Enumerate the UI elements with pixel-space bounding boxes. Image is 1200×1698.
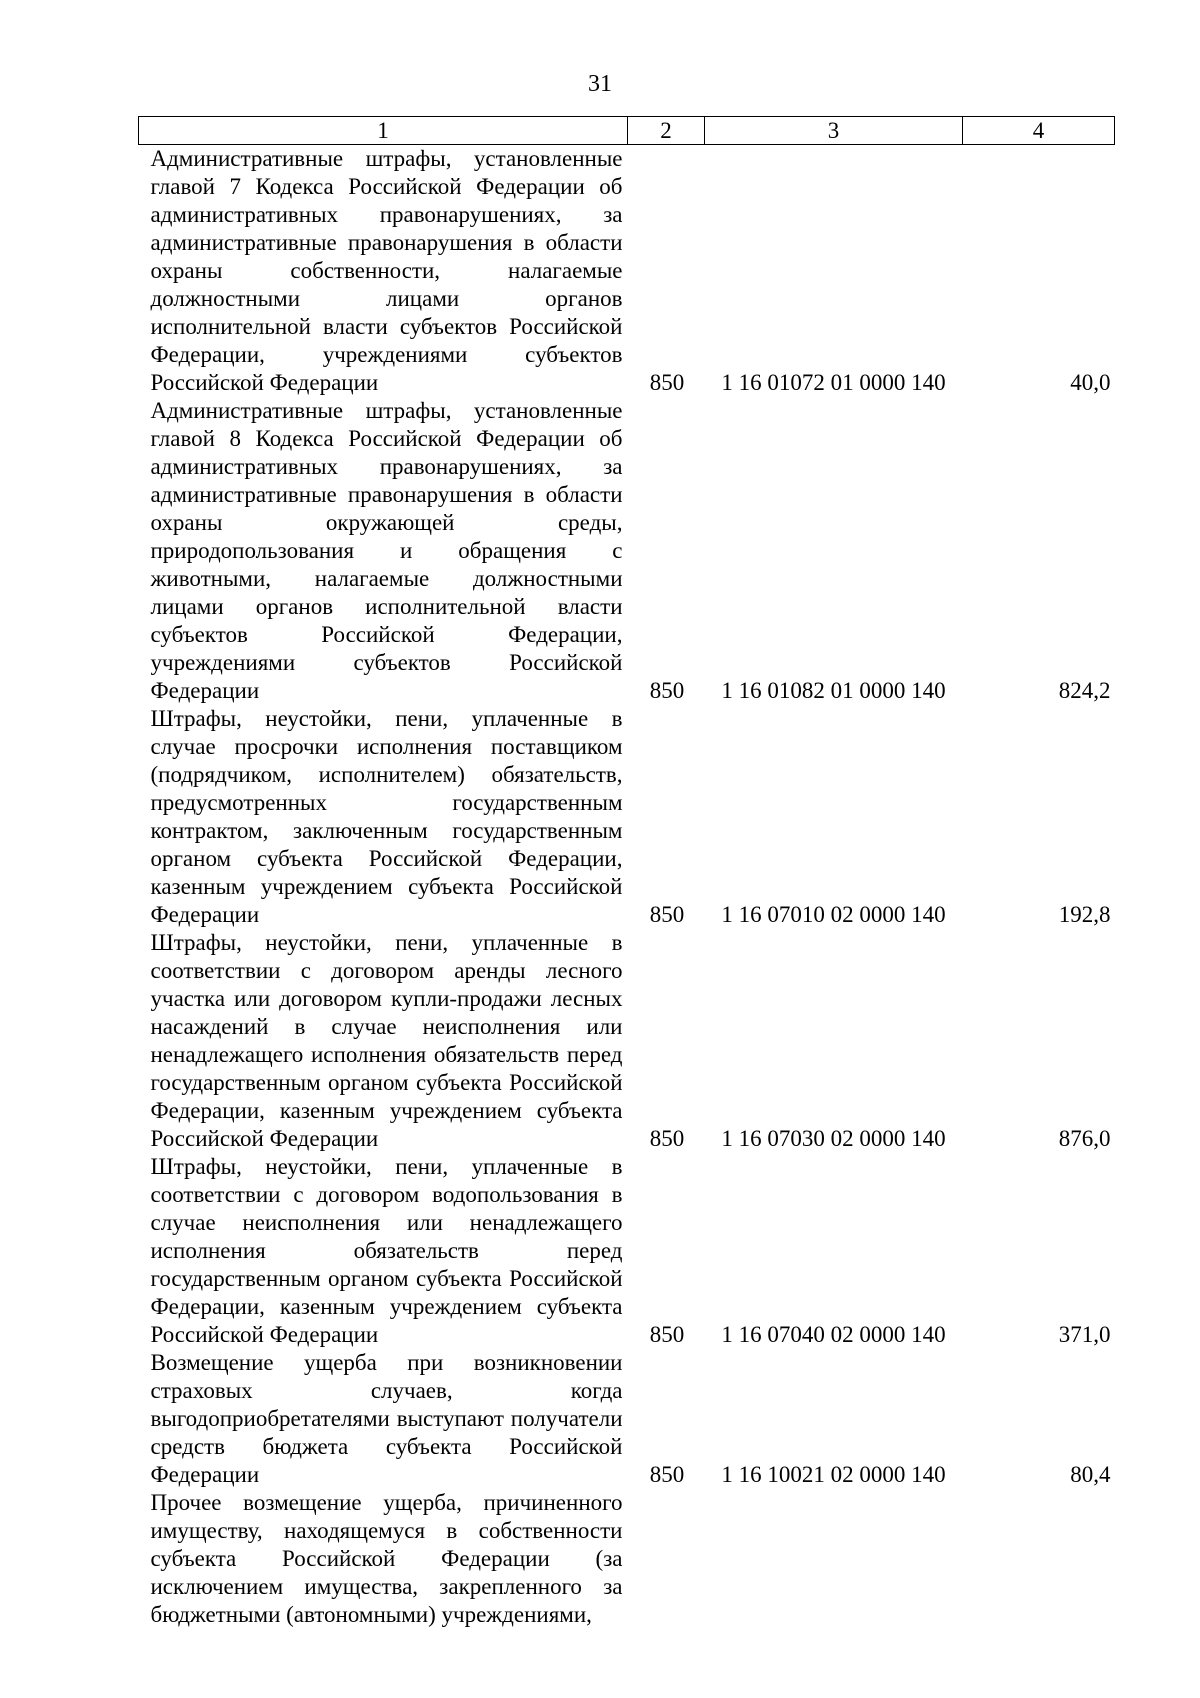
row-description: Штрафы, неустойки, пени, уплаченные в соответствии с договором аренды лесного участка или договором купли-продажи лесных насаждений в случае неисполнения или ненадлежащего исполнения обязательств перед государственным органом субъекта Российской Федерации, казенным учреждением субъекта Российской Федерации xyxy=(150,930,623,1151)
row-budget-code: 1 16 07010 02 0000 140 xyxy=(721,902,946,927)
row-budget-code: 1 16 07040 02 0000 140 xyxy=(721,1322,946,1347)
table-row xyxy=(139,1349,1115,1489)
row-amount: 876,0 xyxy=(1058,1126,1111,1151)
row-description: Административные штрафы, установленные главой 8 Кодекса Российской Федерации об административных правонарушениях, за административные правонарушения в области охраны окружающей среды, природопользования и обращения с животными, налагаемые должностными лицами органов исполнительной власти субъектов Российской Федерации, учреждениями субъектов Российской Федерации xyxy=(150,398,623,703)
row-amount: 371,0 xyxy=(1058,1322,1111,1347)
column-header-4: 4 xyxy=(963,117,1115,145)
row-amount: 192,8 xyxy=(1058,902,1111,927)
row-budget-code xyxy=(705,1489,963,1629)
column-header-2: 2 xyxy=(628,117,705,145)
table-row xyxy=(139,145,1115,398)
row-description: Штрафы, неустойки, пени, уплаченные в случае просрочки исполнения поставщиком (подрядчиком, исполнителем) обязательств, предусмотренных государственным контрактом, заключенным государственным органом субъекта Российской Федерации, казенным учреждением субъекта Российской Федерации xyxy=(150,706,623,927)
table-row xyxy=(139,1153,1115,1349)
row-admin-code: 850 xyxy=(649,1462,685,1487)
row-admin-code: 850 xyxy=(649,902,685,927)
row-amount: 40,0 xyxy=(1070,370,1111,395)
row-budget-code: 1 16 07030 02 0000 140 xyxy=(721,1126,946,1151)
row-admin-code: 850 xyxy=(649,678,685,703)
row-description: Штрафы, неустойки, пени, уплаченные в соответствии с договором водопользования в случае неисполнения или ненадлежащего исполнения обязательств перед государственным органом субъекта Российской Федерации, казенным учреждением субъекта Российской Федерации xyxy=(150,1154,623,1347)
row-description: Административные штрафы, установленные главой 7 Кодекса Российской Федерации об административных правонарушениях, за административные правонарушения в области охраны собственности, налагаемые должностными лицами органов исполнительной власти субъектов Российской Федерации, учреждениями субъектов Российской Федерации xyxy=(150,146,623,395)
row-admin-code: 850 xyxy=(649,1322,685,1347)
column-header-3: 3 xyxy=(705,117,963,145)
row-budget-code: 1 16 10021 02 0000 140 xyxy=(721,1462,946,1487)
column-header-1: 1 xyxy=(139,117,628,145)
row-admin-code xyxy=(628,1489,705,1629)
row-description: Прочее возмещение ущерба, причиненного имуществу, находящемуся в собственности субъекта Российской Федерации (за исключением имущества, закрепленного за бюджетными (автономными) учреждениями, xyxy=(150,1490,623,1627)
page-number: 31 xyxy=(588,71,612,97)
row-description: Возмещение ущерба при возникновении страховых случаев, когда выгодоприобретателями выступают получатели средств бюджета субъекта Российской Федерации xyxy=(150,1350,623,1487)
row-admin-code: 850 xyxy=(649,370,685,395)
row-budget-code: 1 16 01072 01 0000 140 xyxy=(721,370,946,395)
table-row xyxy=(139,397,1115,705)
table-header-row xyxy=(139,117,1115,145)
row-amount: 80,4 xyxy=(1070,1462,1111,1487)
table-row xyxy=(139,1489,1115,1629)
table-row xyxy=(139,929,1115,1153)
row-amount: 824,2 xyxy=(1058,678,1111,703)
table-row xyxy=(139,705,1115,929)
row-budget-code: 1 16 01082 01 0000 140 xyxy=(721,678,946,703)
row-amount xyxy=(963,1489,1115,1629)
revenue-table xyxy=(138,116,1115,1629)
row-admin-code: 850 xyxy=(649,1126,685,1151)
